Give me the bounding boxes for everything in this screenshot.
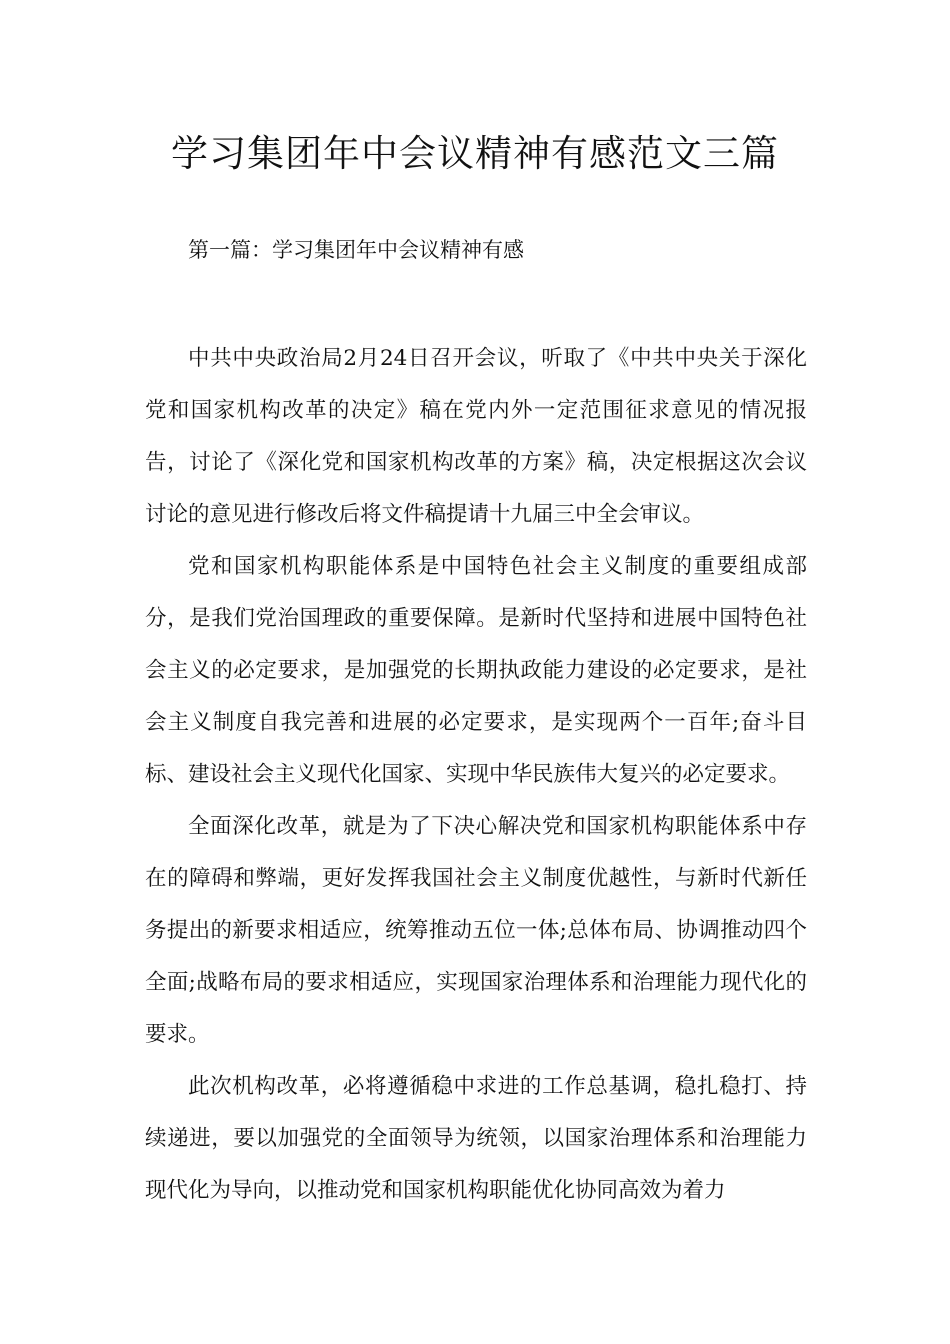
paragraph-4: 此次机构改革，必将遵循稳中求进的工作总基调，稳扎稳打、持续递进，要以加强党的全面领导为统领，以国家治理体系和治理能力现代化为导向，以推动党和国家机构职能优化协同高效为着力	[145, 1074, 807, 1203]
section-heading: 第一篇：学习集团年中会议精神有感	[188, 238, 524, 262]
paragraph-2: 党和国家机构职能体系是中国特色社会主义制度的重要组成部分，是我们党治国理政的重要保障。是新时代坚持和进展中国特色社会主义的必定要求，是加强党的长期执政能力建设的必定要求，是社会主义制度自我完善和进展的必定要求，是实现两个一百年;奋斗目标、建设社会主义现代化国家、实现中华民族伟大复兴的必定要求。	[145, 554, 807, 787]
paragraph-3: 全面深化改革，就是为了下决心解决党和国家机构职能体系中存在的障碍和弊端，更好发挥我国社会主义制度优越性，与新时代新任务提出的新要求相适应，统筹推动五位一体;总体布局、协调推动四个全面;战略布局的要求相适应，实现国家治理体系和治理能力现代化的要求。	[145, 814, 807, 1047]
document-title: 学习集团年中会议精神有感范文三篇	[171, 132, 779, 175]
document-body	[145, 333, 807, 1217]
paragraph-1: 中共中央政治局2月24日召开会议，听取了《中共中央关于深化党和国家机构改革的决定》稿在党内外一定范围征求意见的情况报告，讨论了《深化党和国家机构改革的方案》稿，决定根据这次会议讨论的意见进行修改后将文件稿提请十九届三中全会审议。	[145, 346, 807, 527]
